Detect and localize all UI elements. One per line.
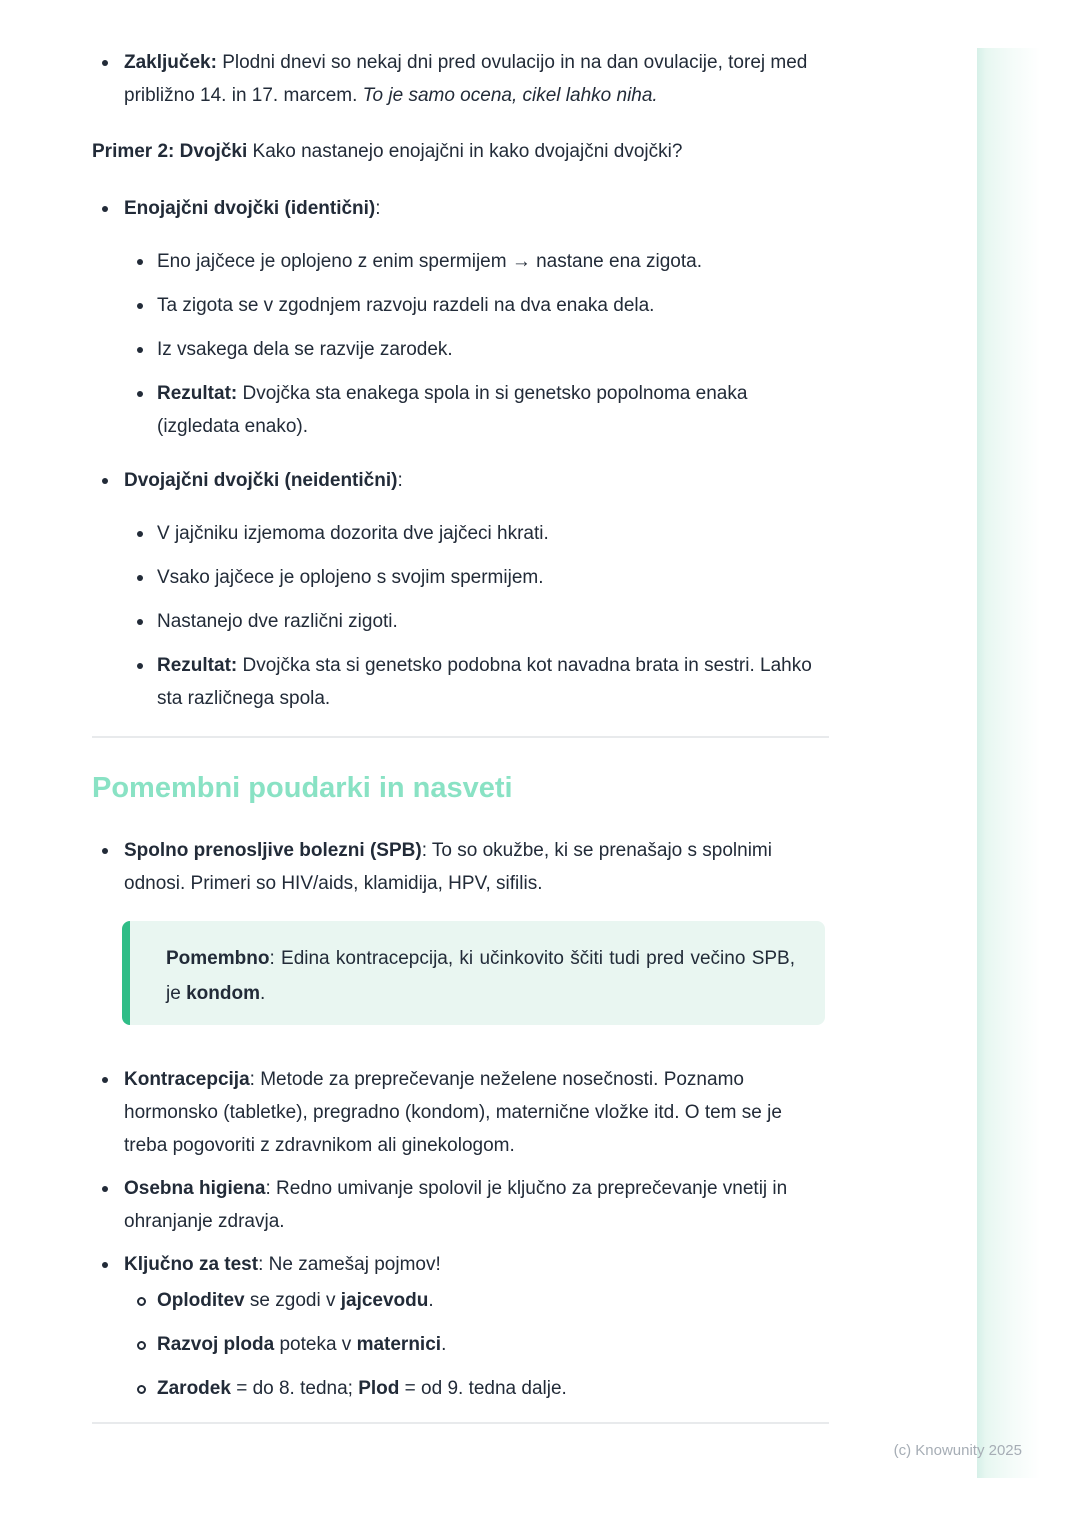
result-lead: Rezultat: bbox=[157, 655, 238, 676]
bullet-dot-icon bbox=[137, 245, 157, 278]
content-column bbox=[92, 46, 829, 1424]
key-test-bullet bbox=[92, 1248, 829, 1405]
list-item bbox=[137, 1328, 829, 1361]
identical-twins-item bbox=[92, 192, 829, 443]
result-body: Dvojčka sta si genetsko podobna kot navadna brata in sestri. Lahko sta različnega spola. bbox=[157, 655, 812, 709]
bullet-circle-icon bbox=[137, 1328, 157, 1361]
term-bold: maternici bbox=[356, 1334, 442, 1355]
footer-divider bbox=[92, 1422, 829, 1424]
list-item-text: V jajčniku izjemoma dozorita dve jajčeci hkrati. bbox=[157, 523, 549, 544]
bullet-dot-icon bbox=[92, 1248, 124, 1405]
identical-twins-title: Enojajčni dvojčki (identični) bbox=[124, 198, 376, 219]
key-test-content bbox=[124, 1248, 829, 1405]
term-bold: Plod bbox=[358, 1378, 400, 1399]
callout-text bbox=[166, 941, 795, 1011]
list-item-text: Ta zigota se v zgodnjem razvoju razdeli na dva enaka dela. bbox=[157, 295, 655, 316]
callout-lead: Pomembno bbox=[166, 948, 270, 969]
list-item-text: Nastanejo dve različni zigoti. bbox=[157, 611, 398, 632]
term-bold: jajcevodu bbox=[340, 1290, 429, 1311]
spb-body: : To so okužbe, ki se prenašajo s spolnimi odnosi. Primeri so HIV/aids, klamidija, HPV, sifilis. bbox=[124, 840, 772, 894]
key-test-lead: Ključno za test bbox=[124, 1254, 259, 1275]
bullet-dot-icon bbox=[137, 377, 157, 443]
primer2-lead: Primer 2: Dvojčki bbox=[92, 141, 248, 162]
fraternal-twins-item bbox=[92, 464, 829, 715]
list-item bbox=[137, 1372, 829, 1405]
important-callout bbox=[122, 921, 825, 1025]
bullet-dot-icon bbox=[92, 1063, 124, 1162]
list-item bbox=[137, 517, 829, 550]
callout-tail: . bbox=[259, 983, 266, 1004]
bullet-dot-icon bbox=[92, 834, 124, 900]
bullet-dot-icon bbox=[137, 289, 157, 322]
list-item bbox=[137, 605, 829, 638]
contraception-lead: Kontracepcija bbox=[124, 1069, 250, 1090]
list-item-text bbox=[157, 1328, 829, 1361]
list-item bbox=[137, 649, 829, 715]
conclusion-note: To je samo ocena, cikel lahko niha. bbox=[362, 85, 658, 106]
list-item bbox=[137, 377, 829, 443]
list-item bbox=[137, 333, 829, 366]
fraternal-twins-sublist bbox=[137, 517, 829, 715]
result-body: Dvojčka sta enakega spola in si genetsko popolnoma enaka (izgledata enako). bbox=[157, 383, 748, 437]
term-bold: Razvoj ploda bbox=[157, 1334, 275, 1355]
bullet-dot-icon bbox=[137, 561, 157, 594]
list-item-text bbox=[157, 1372, 829, 1405]
callout-strong: kondom bbox=[186, 983, 260, 1004]
bullet-dot-icon bbox=[137, 333, 157, 366]
identical-twins-content bbox=[124, 192, 829, 443]
key-test-body: : Ne zamešaj pojmov! bbox=[258, 1254, 441, 1275]
list-item bbox=[137, 289, 829, 322]
section-heading: Pomembni poudarki in nasveti bbox=[92, 772, 513, 804]
fraternal-twins-title: Dvojajčni dvojčki (neidentični) bbox=[124, 470, 398, 491]
bullet-circle-icon bbox=[137, 1284, 157, 1317]
term-text: se zgodi v bbox=[244, 1290, 341, 1311]
term-text: . bbox=[428, 1290, 434, 1311]
term-text: . bbox=[441, 1334, 447, 1355]
list-item-text: Vsako jajčece je oplojeno s svojim spermijem. bbox=[157, 567, 544, 588]
spb-bullet bbox=[92, 834, 829, 900]
list-item bbox=[137, 1284, 829, 1317]
conclusion-text bbox=[124, 46, 829, 112]
fraternal-twins-title-suffix: : bbox=[397, 470, 403, 491]
side-accent-bar bbox=[977, 48, 1040, 1478]
conclusion-body: Plodni dnevi so nekaj dni pred ovulacijo in na dan ovulacije, torej med približno 14. in 17. marcem. bbox=[124, 52, 808, 106]
callout-mid: : Edina kontracepcija, ki učinkovito ščiti tudi pred večino SPB, je bbox=[166, 948, 795, 1004]
term-text: = do 8. tedna; bbox=[230, 1378, 359, 1399]
list-item-text bbox=[157, 649, 829, 715]
contraception-body: : Metode za preprečevanje neželene nosečnosti. Poznamo hormonsko (tabletke), pregradno (kondom), maternične vložke itd. O tem se je treba pogovoriti z zdravnikom ali ginekologom. bbox=[124, 1069, 782, 1156]
bullet-dot-icon bbox=[137, 517, 157, 550]
copyright-text: (c) Knowunity 2025 bbox=[893, 1442, 1022, 1459]
primer2-body: Kako nastanejo enojajčni in kako dvojajčni dvojčki? bbox=[247, 141, 683, 162]
conclusion-bullet bbox=[92, 46, 829, 112]
spb-lead: Spolno prenosljive bolezni (SPB) bbox=[124, 840, 422, 861]
term-bold: Zarodek bbox=[157, 1378, 231, 1399]
hygiene-text bbox=[124, 1172, 829, 1238]
key-terms-sublist bbox=[137, 1284, 829, 1405]
bullet-dot-icon bbox=[92, 464, 124, 715]
term-text: poteka v bbox=[274, 1334, 357, 1355]
spb-text bbox=[124, 834, 829, 900]
primer2-paragraph bbox=[92, 135, 829, 168]
identical-twins-sublist bbox=[137, 245, 829, 443]
fraternal-twins-content bbox=[124, 464, 829, 715]
bullet-dot-icon bbox=[137, 605, 157, 638]
bullet-dot-icon bbox=[137, 649, 157, 715]
term-text: = od 9. tedna dalje. bbox=[399, 1378, 567, 1399]
bullet-dot-icon bbox=[92, 192, 124, 443]
hygiene-bullet bbox=[92, 1172, 829, 1238]
list-item-text bbox=[157, 1284, 829, 1317]
list-item-text bbox=[157, 377, 829, 443]
section-divider bbox=[92, 736, 829, 738]
list-item-text: Iz vsakega dela se razvije zarodek. bbox=[157, 339, 453, 360]
term-bold: Oploditev bbox=[157, 1290, 245, 1311]
list-item bbox=[137, 561, 829, 594]
bullet-dot-icon bbox=[92, 46, 124, 112]
list-item bbox=[137, 245, 829, 278]
conclusion-lead: Zaključek: bbox=[124, 52, 217, 73]
result-lead: Rezultat: bbox=[157, 383, 238, 404]
list-item-text: Eno jajčece je oplojeno z enim spermijem → nastane ena zigota. bbox=[157, 251, 702, 272]
bullet-dot-icon bbox=[92, 1172, 124, 1238]
hygiene-body: : Redno umivanje spolovil je ključno za preprečevanje vnetij in ohranjanje zdravja. bbox=[124, 1178, 788, 1232]
identical-twins-title-suffix: : bbox=[375, 198, 381, 219]
contraception-bullet bbox=[92, 1063, 829, 1162]
hygiene-lead: Osebna higiena bbox=[124, 1178, 266, 1199]
contraception-text bbox=[124, 1063, 829, 1162]
bullet-circle-icon bbox=[137, 1372, 157, 1405]
